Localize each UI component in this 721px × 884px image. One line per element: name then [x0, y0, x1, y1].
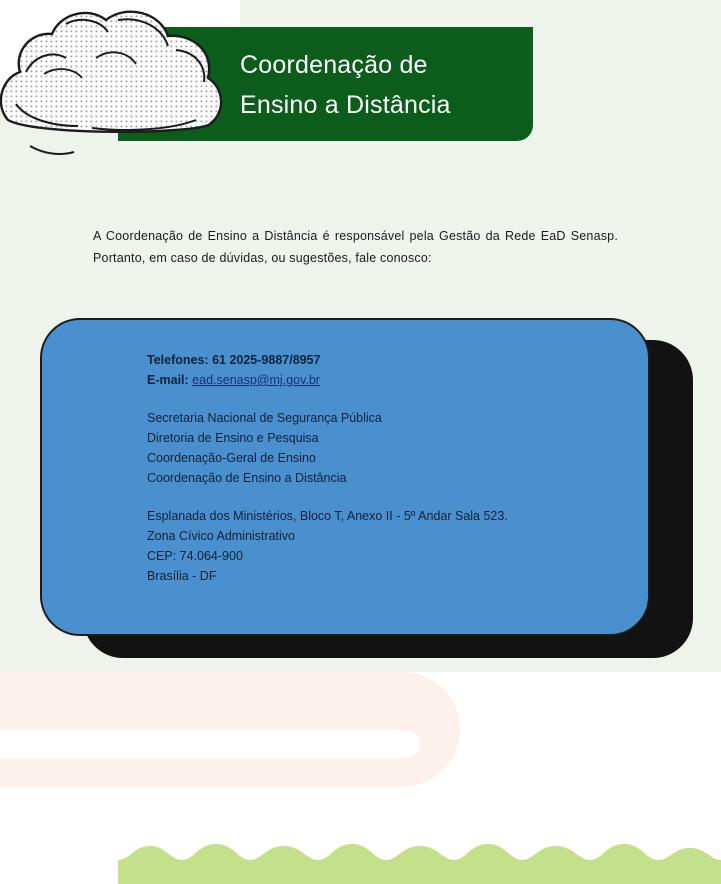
org-line-4: Coordenação de Ensino a Distância: [147, 471, 347, 485]
org-line-3: Coordenação-Geral de Ensino: [147, 451, 316, 465]
page-title-line2: Ensino a Distância: [240, 91, 451, 119]
phone-label: Telefones:: [147, 353, 209, 367]
org-line-1: Secretaria Nacional de Segurança Pública: [147, 411, 382, 425]
page-title: [240, 45, 540, 125]
contact-block-organization: [147, 408, 617, 488]
contact-block-address: [147, 506, 617, 586]
address-line-3: CEP: 74.064-900: [147, 549, 243, 563]
address-line-4: Brasília - DF: [147, 569, 217, 583]
org-line-2: Diretoria de Ensino e Pesquisa: [147, 431, 319, 445]
email-line: [147, 370, 617, 390]
intro-paragraph: A Coordenação de Ensino a Distância é responsável pela Gestão da Rede EaD Senasp. Portanto, em caso de dúvidas, ou sugestões, fale conosco:: [93, 229, 618, 265]
decorative-cream-notch: [0, 730, 420, 758]
cloud-icon: [0, 0, 240, 165]
address-line-1: Esplanada dos Ministérios, Bloco T, Anexo II - 5º Andar Sala 523.: [147, 509, 508, 523]
contact-block-phone-email: [147, 350, 617, 390]
phone-value: 61 2025-9887/8957: [212, 353, 321, 367]
email-link[interactable]: ead.senasp@mj.gov.br: [192, 373, 320, 387]
page-title-line1: Coordenação de: [240, 51, 428, 79]
address-line-2: Zona Cívico Administrativo: [147, 529, 295, 543]
decorative-hills: [0, 824, 721, 884]
contact-card: [40, 318, 650, 636]
email-label: E-mail:: [147, 373, 189, 387]
phone-line: [147, 350, 617, 370]
